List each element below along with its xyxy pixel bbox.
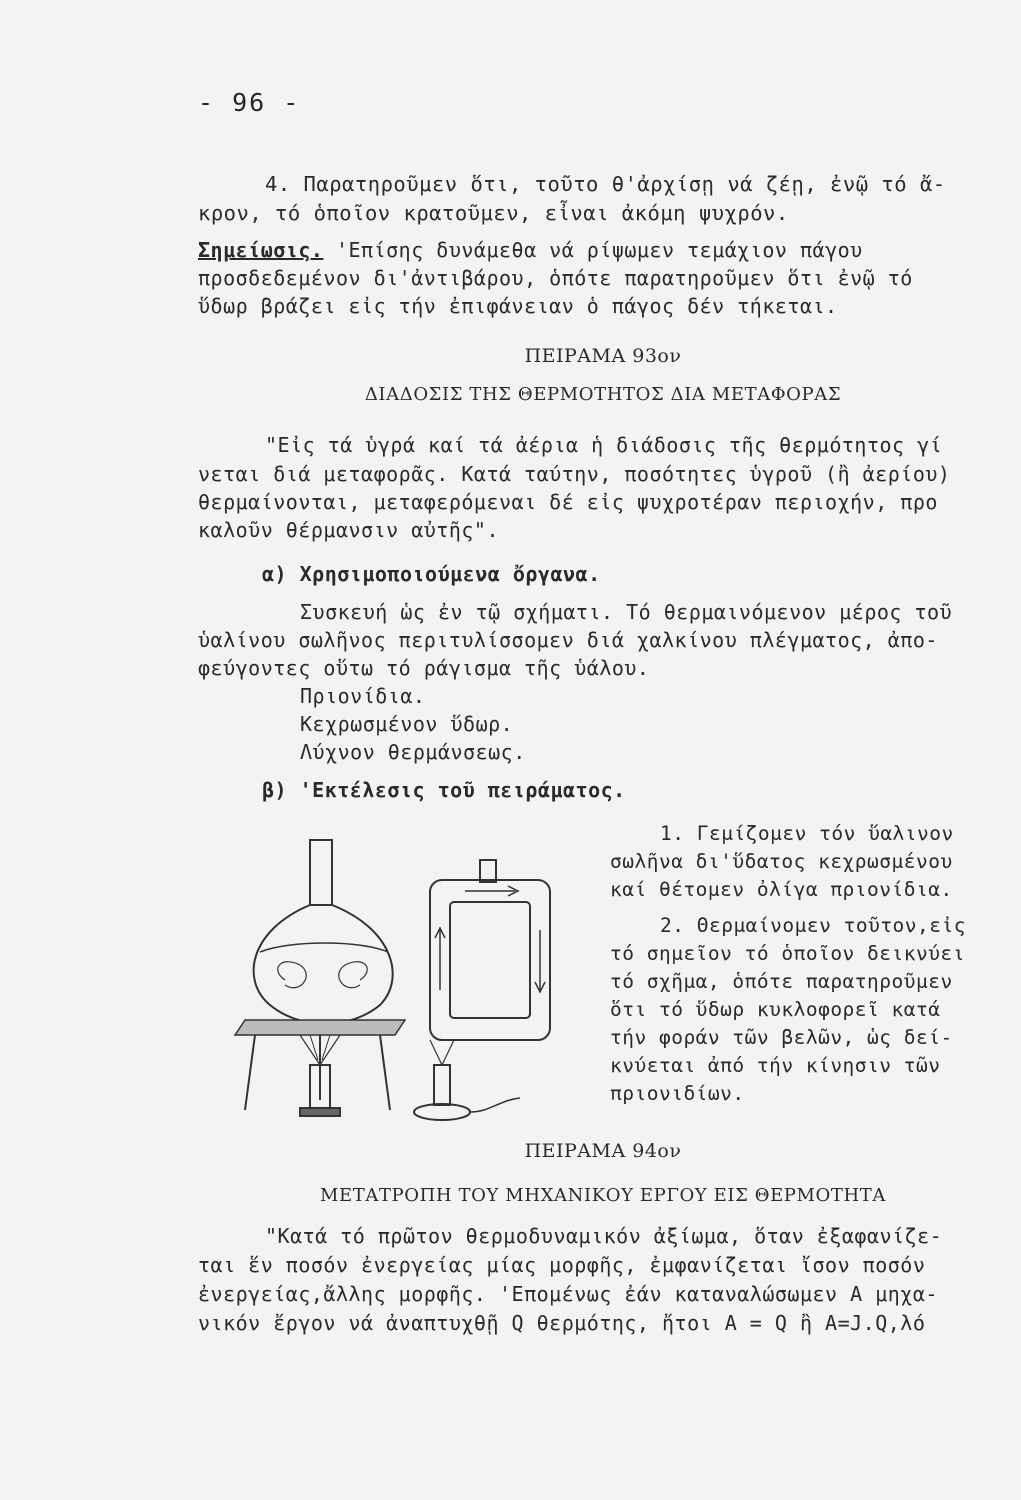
convection-tube-inner-shape: [450, 902, 530, 1018]
section-b-heading: β) 'Εκτέλεσις τοῦ πειράματος.: [262, 778, 626, 802]
swirl-shape: [339, 962, 367, 988]
note-first-line: [198, 238, 863, 262]
item-line: Λύχνον θερμάνσεως.: [300, 740, 526, 764]
step-line: 1. Γεμίζομεν τόν ὕαλινον: [660, 822, 954, 845]
burner-base-shape: [414, 1104, 470, 1120]
paragraph-line: 4. Παρατηροῦμεν ὅτι, τοῦτο θ'ἀρχίσῃ νά ζέῃ, ἐνῷ τό ἄ-: [265, 172, 946, 196]
step-line: τό σχῆμα, ὁπότε παρατηροῦμεν: [610, 970, 953, 993]
step-line: σωλῆνα δι'ὕδατος κεχρωσμένου: [610, 850, 953, 873]
quote-line: "Εἰς τά ὑγρά καί τά ἀέρια ἡ διάδοσις τῆς θερμότητος γί: [265, 433, 943, 457]
paragraph-line: κρον, τό ὁποῖον κρατοῦμεν, εἶναι ἀκόμη ψυχρόν.: [198, 201, 789, 225]
step-line: τήν φοράν τῶν βελῶν, ὡς δεί-: [610, 1026, 953, 1049]
note-line: ὕδωρ βράζει εἰς τήν ἐπιφάνειαν ὁ πάγος δέν τήκεται.: [198, 294, 838, 318]
flask-neck-shape: [310, 840, 332, 905]
gas-hose-shape: [470, 1098, 520, 1112]
burner-shape: [434, 1065, 450, 1105]
section-a-heading: α) Χρησιμοποιούμενα ὄργανα.: [262, 562, 601, 586]
apparatus-figure: [230, 830, 590, 1130]
gauze-platform-shape: [235, 1020, 405, 1035]
apparatus-line: Συσκευή ὡς ἐν τῷ σχήματι. Τό θερμαινόμενον μέρος τοῦ: [300, 600, 953, 624]
tube-opening-shape: [480, 860, 496, 882]
water-level-shape: [260, 943, 388, 952]
quote-line: "Κατά τό πρῶτον θερμοδυναμικόν ἀξίωμα, ὅταν ἐξαφανίζε-: [265, 1224, 943, 1248]
item-line: Πριονίδια.: [300, 684, 426, 708]
burner-base-shape: [300, 1108, 340, 1116]
note-line: προσδεδεμένον δι'ἀντιβάρου, ὁπότε παρατηροῦμεν ὅτι ἐνῷ τό: [198, 266, 913, 290]
flask-body-shape: [254, 905, 393, 1024]
experiment-93-title: ΔΙΑΔΟΣΙΣ ΤΗΣ ΘΕΡΜΟΤΗΤΟΣ ΔΙΑ ΜΕΤΑΦΟΡΑΣ: [364, 384, 842, 405]
quote-line: ται ἕν ποσόν ἐνεργείας μίας μορφῆς, ἐμφανίζεται ἴσον ποσόν: [198, 1253, 926, 1277]
experiment-93-number: ΠΕΙΡΑΜΑ 93ον: [524, 345, 682, 367]
apparatus-line: ὑαλίνου σωλῆνος περιτυλίσσομεν διά χαλκίνου πλέγματος, ἀπο-: [198, 628, 938, 652]
experiment-94-number: ΠΕΙΡΑΜΑ 94ον: [524, 1140, 682, 1162]
quote-line: νικόν ἔργον νά ἀναπτυχθῇ Q θερμότης, ἤτοι Α = Q ἢ Α=J.Q,λό: [198, 1311, 926, 1335]
step-line: πριονιδίων.: [610, 1082, 745, 1105]
note-text: 'Επίσης δυνάμεθα νά ρίψωμεν τεμάχιον πάγου: [323, 238, 863, 262]
quote-line: ἐνεργείας,ἄλλης μορφῆς. 'Επομένως ἐάν καταναλώσωμεν Α μηχα-: [198, 1282, 938, 1306]
step-line: καί θέτομεν ὀλίγα πριονίδια.: [610, 878, 953, 901]
step-line: κνύεται ἀπό τήν κίνησιν τῶν: [610, 1054, 941, 1077]
step-line: 2. Θερμαίνομεν τοῦτον,εἰς: [660, 914, 966, 937]
experiment-94-title: ΜΕΤΑΤΡΟΠΗ ΤΟΥ ΜΗΧΑΝΙΚΟΥ ΕΡΓΟΥ ΕΙΣ ΘΕΡΜΟΤΗΤΑ: [319, 1185, 887, 1206]
apparatus-line: φεύγοντες οὕτω τό ράγισμα τῆς ὑάλου.: [198, 656, 650, 680]
tripod-leg-shape: [245, 1035, 255, 1110]
quote-line: νεται διά μεταφορᾶς. Κατά ταύτην, ποσότητες ὑγροῦ (ἢ ἀερίου): [198, 462, 951, 486]
step-line: τό σημεῖον τό ὁποῖον δεικνύει: [610, 942, 965, 965]
tripod-leg-shape: [380, 1035, 390, 1110]
item-line: Κεχρωσμένον ὕδωρ.: [300, 712, 514, 736]
convection-tube-outer-shape: [430, 880, 550, 1040]
step-line: ὅτι τό ὕδωρ κυκλοφορεῖ κατά: [610, 998, 941, 1021]
quote-line: καλοῦν θέρμανσιν αὐτῆς".: [198, 518, 499, 542]
swirl-shape: [278, 962, 306, 988]
note-label: Σημείωσις.: [198, 238, 324, 262]
flame-shape: [430, 1040, 454, 1065]
page-number: - 96 -: [198, 88, 301, 117]
quote-line: θερμαίνονται, μεταφερόμεναι δέ εἰς ψυχροτέραν περιοχήν, προ: [198, 490, 938, 514]
